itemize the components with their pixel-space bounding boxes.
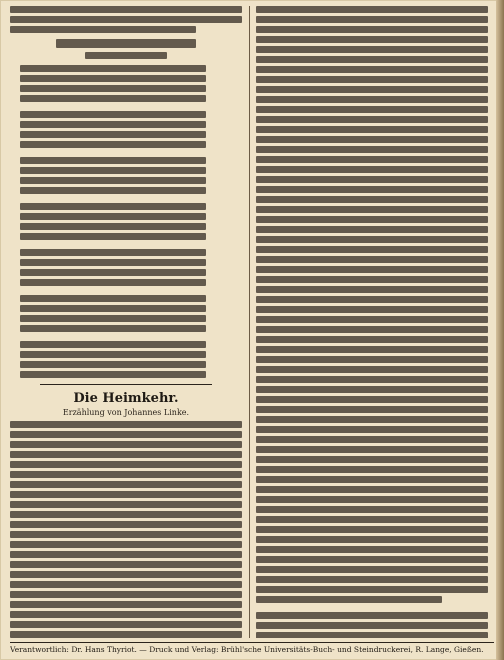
article-body-continued bbox=[256, 6, 488, 638]
column-rule bbox=[249, 6, 250, 638]
page-edge bbox=[496, 0, 504, 660]
poem-block bbox=[10, 39, 242, 378]
section-divider bbox=[40, 384, 212, 385]
right-column bbox=[256, 6, 488, 638]
article-body bbox=[10, 421, 242, 638]
left-column bbox=[10, 6, 242, 638]
imprint-footer: Verantwortlich: Dr. Hans Thyriot. — Druck und Verlag: Brühl'sche Universitäts-Buch- und Steindruckerei, R. Lange, Gießen. bbox=[10, 642, 494, 659]
article-subtitle: Erzählung von Johannes Linke. bbox=[62, 408, 190, 417]
intro-paragraph bbox=[10, 6, 242, 33]
text-area bbox=[10, 6, 494, 638]
article-title: Die Heimkehr. bbox=[73, 391, 179, 406]
